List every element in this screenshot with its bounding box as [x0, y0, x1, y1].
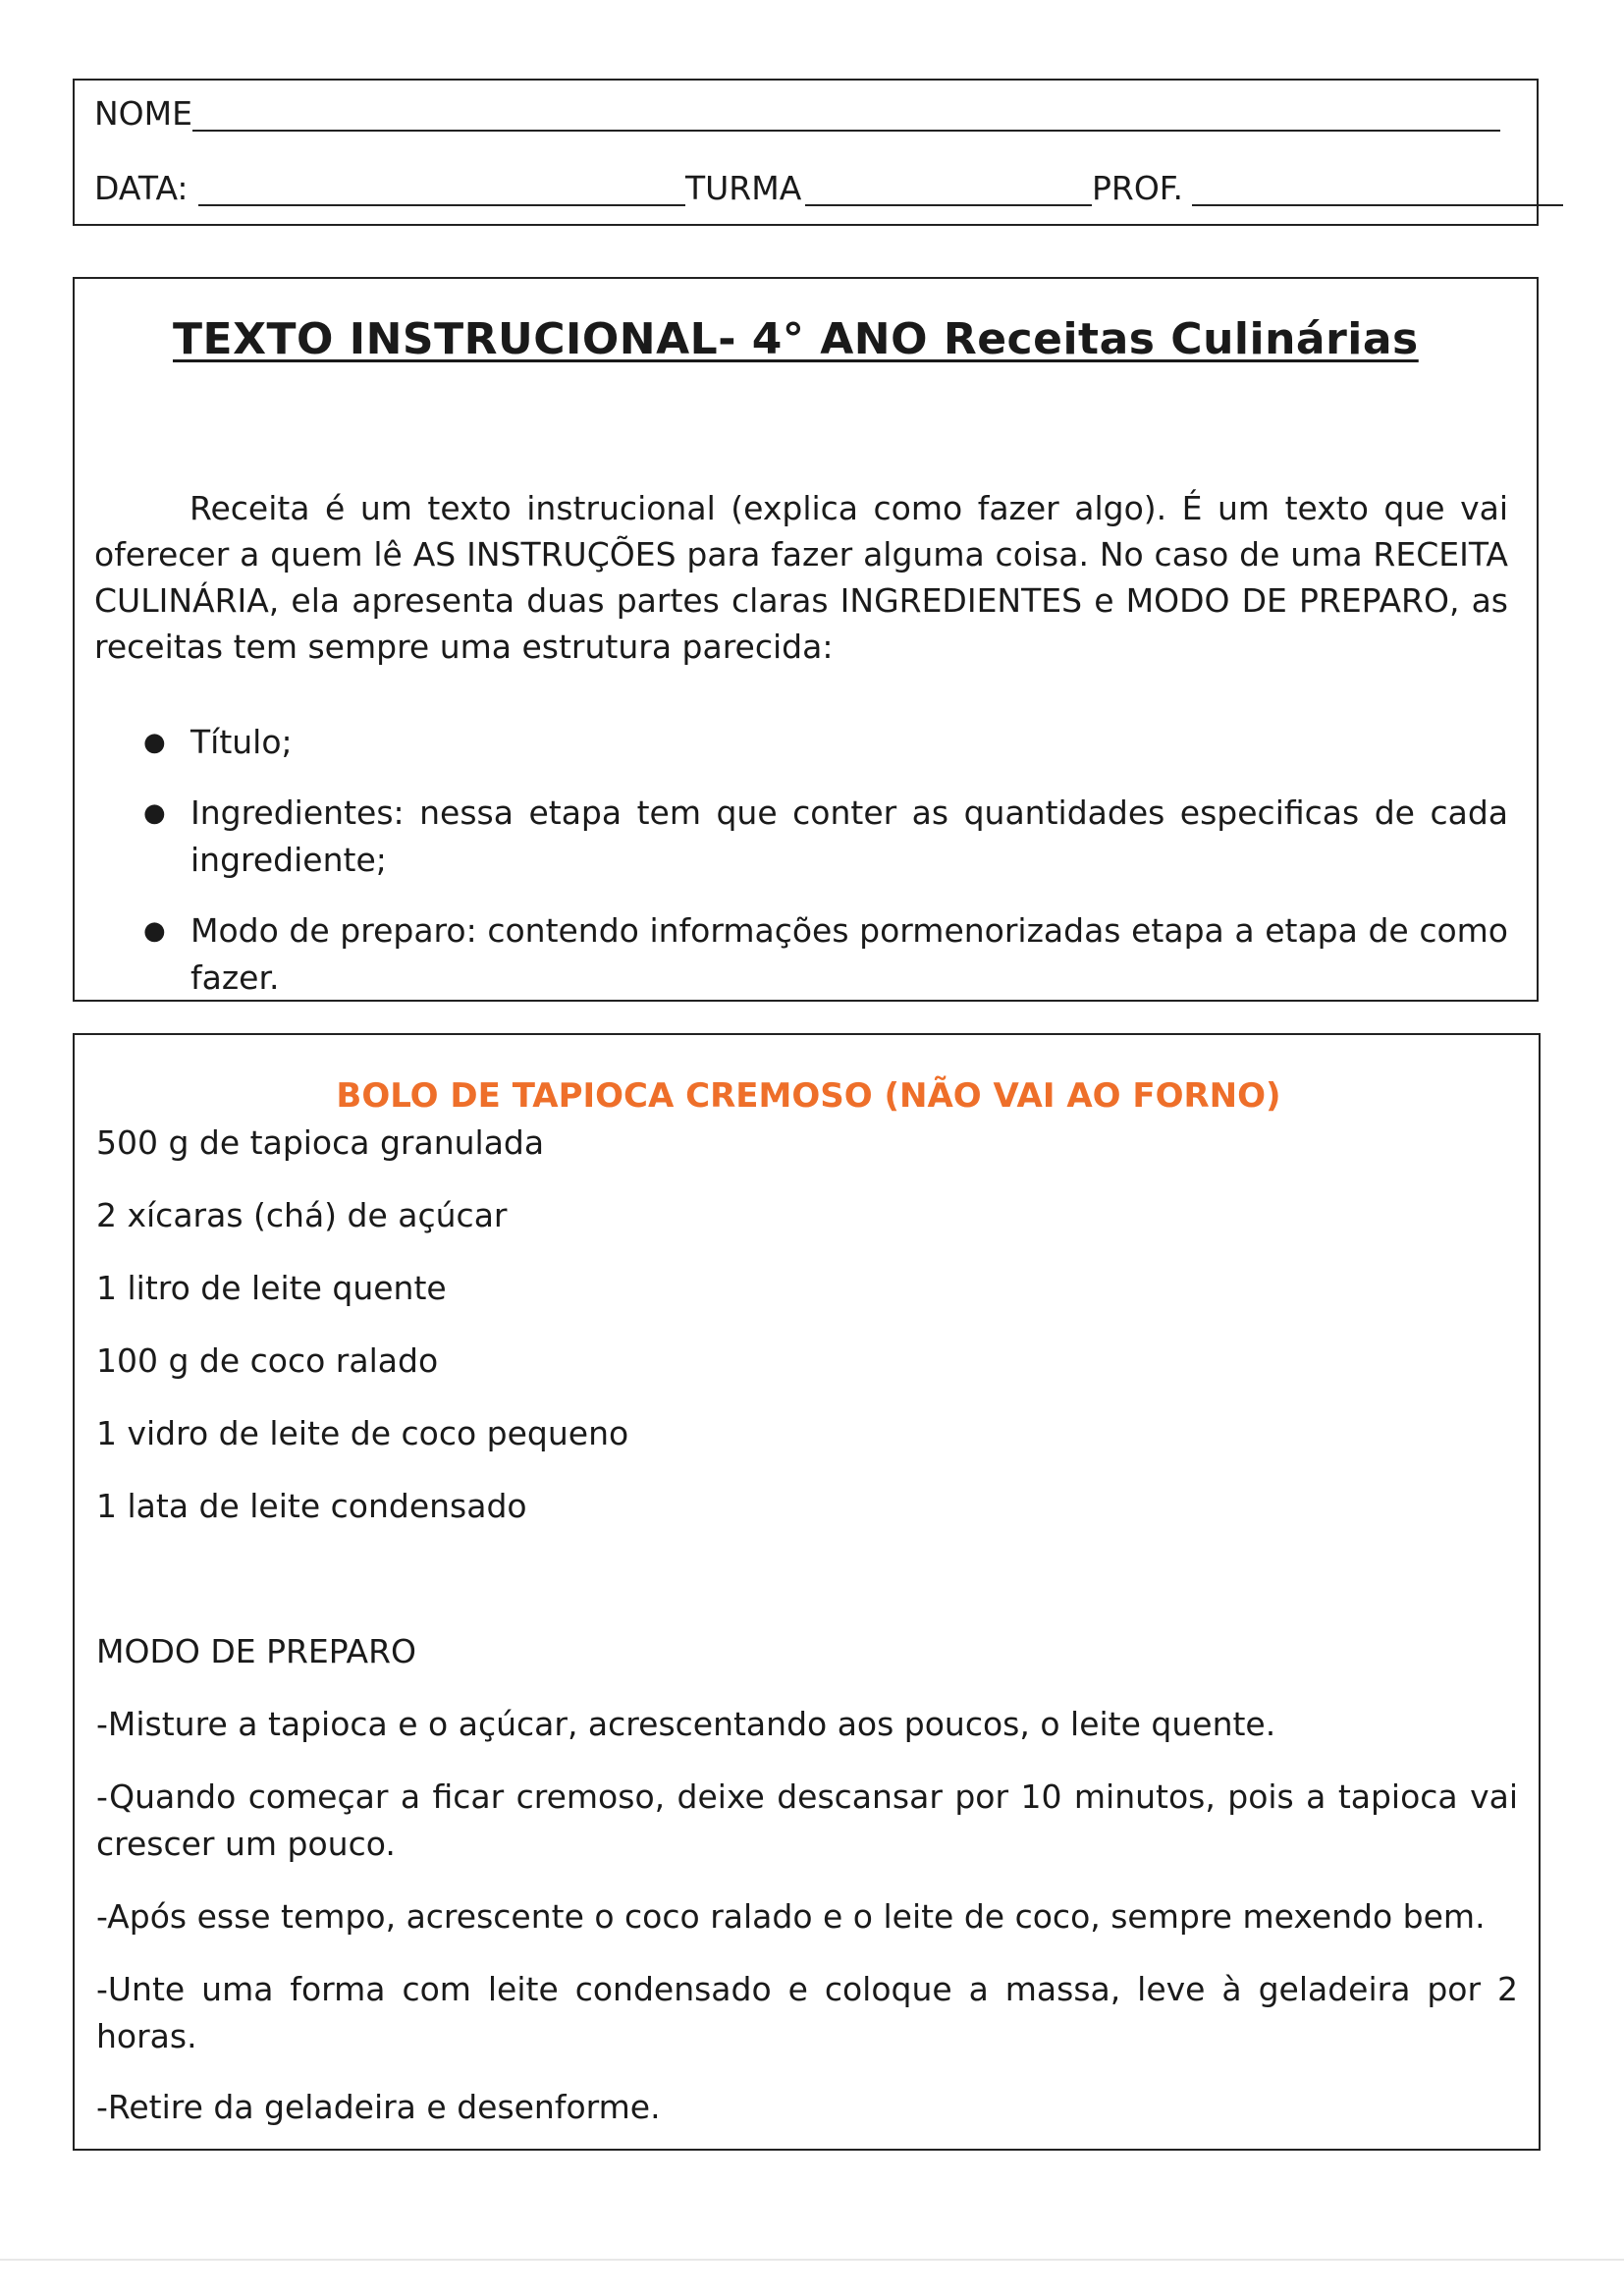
method-step: -Misture a tapioca e o açúcar, acrescentando aos poucos, o leite quente.: [96, 1705, 1276, 1743]
intro-paragraph: Receita é um texto instrucional (explica como fazer algo). É um texto que vai oferecer a quem lê AS INSTRUÇÕES para fazer alguma coisa. No caso de uma RECEITA CULINÁRIA, ela apresenta duas partes claras INGREDIENTES e MODO DE PREPARO, as receitas tem sempre uma estrutura parecida:: [94, 489, 1508, 666]
turma-label: TURMA: [685, 169, 802, 207]
scan-edge-divider: [0, 2259, 1624, 2261]
method-heading: MODO DE PREPARO: [96, 1632, 417, 1670]
ingredient-item: 1 litro de leite quente: [96, 1269, 447, 1307]
turma-field[interactable]: [805, 204, 1092, 206]
data-label: DATA:: [94, 169, 189, 207]
list-item-text: Ingredientes: nessa etapa tem que conter as quantidades especificas de cada ingrediente;: [190, 793, 1508, 879]
data-field[interactable]: [198, 204, 685, 206]
recipe-box: [73, 1033, 1541, 2151]
intro-box: [73, 277, 1539, 1002]
list-item: [94, 719, 1508, 766]
nome-field[interactable]: [192, 130, 1500, 132]
ingredient-item: 1 vidro de leite de coco pequeno: [96, 1414, 629, 1452]
list-item-text: Modo de preparo: contendo informações pormenorizadas etapa a etapa de como fazer.: [190, 911, 1508, 997]
recipe-title: BOLO DE TAPIOCA CREMOSO (NÃO VAI AO FORNO): [336, 1076, 1281, 1116]
method-step: -Após esse tempo, acrescente o coco ralado e o leite de coco, sempre mexendo bem.: [96, 1897, 1486, 1936]
bullet-icon: ●: [143, 728, 166, 757]
ingredient-item: 1 lata de leite condensado: [96, 1487, 527, 1525]
method-step: -Unte uma forma com leite condensado e coloque a massa, leve à geladeira por 2 horas.: [96, 1970, 1518, 2055]
bullet-icon: ●: [143, 916, 166, 946]
nome-label: NOME: [94, 94, 192, 133]
page-title: TEXTO INSTRUCIONAL- 4° ANO Receitas Culinárias: [173, 314, 1419, 364]
method-step: -Quando começar a ficar cremoso, deixe descansar por 10 minutos, pois a tapioca vai crescer um pouco.: [96, 1777, 1518, 1863]
prof-field[interactable]: [1192, 204, 1563, 206]
method-step: -Retire da geladeira e desenforme.: [96, 2088, 661, 2126]
list-item-text: Título;: [190, 723, 293, 761]
prof-label: PROF.: [1092, 169, 1183, 207]
list-item: [94, 790, 1508, 884]
bullet-icon: ●: [143, 798, 166, 828]
ingredient-item: 100 g de coco ralado: [96, 1341, 439, 1380]
list-item: [94, 907, 1508, 1002]
ingredient-item: 500 g de tapioca granulada: [96, 1123, 545, 1162]
student-info-box: [73, 79, 1539, 226]
ingredient-item: 2 xícaras (chá) de açúcar: [96, 1196, 508, 1234]
structure-list: [94, 719, 1508, 1025]
